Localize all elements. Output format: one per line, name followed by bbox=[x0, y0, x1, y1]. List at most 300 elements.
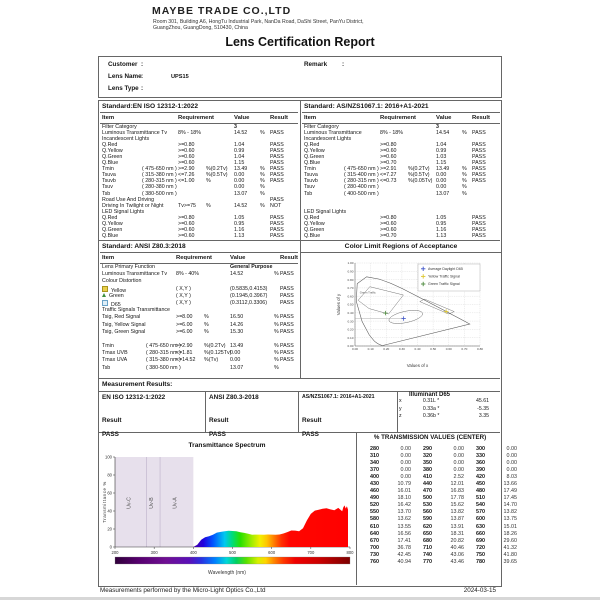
transmission-value: 0.00 bbox=[453, 453, 464, 460]
table-cell: 1.03 bbox=[436, 154, 447, 161]
table-cell bbox=[280, 365, 296, 372]
table-cell: Tsuv bbox=[102, 184, 113, 191]
table-cell bbox=[146, 278, 176, 285]
wavelength-value: 320 bbox=[423, 453, 432, 460]
table-cell bbox=[146, 322, 176, 329]
transmission-value: 13.82 bbox=[503, 509, 517, 516]
table-cell: Tmin bbox=[102, 166, 114, 173]
table-cell: 16.50 bbox=[230, 314, 244, 321]
table-cell: 1.04 bbox=[436, 142, 447, 149]
table-row bbox=[100, 329, 298, 336]
y-tick-label: 100 bbox=[105, 454, 112, 460]
table-cell: <=1.00 bbox=[178, 178, 195, 185]
transmission-value: 16.83 bbox=[450, 488, 464, 495]
table-cell: <=14.52 bbox=[176, 357, 196, 364]
transmission-value: 0.00 bbox=[506, 453, 517, 460]
table-cell: PASS bbox=[280, 271, 294, 278]
table-cell: 1.16 bbox=[234, 226, 245, 233]
wavelength-value: 510 bbox=[476, 495, 485, 502]
illuminant-value: 0.36 bbox=[422, 413, 433, 420]
table-cell: LED Signal Lights bbox=[304, 208, 347, 215]
table-cell: PASS bbox=[472, 142, 486, 149]
table-cell: >=0.60 bbox=[178, 220, 195, 227]
x-tick-label: 0.50 bbox=[430, 347, 437, 351]
x-tick-label: 200 bbox=[111, 550, 119, 555]
wavelength-value: 470 bbox=[423, 488, 432, 495]
table-cell bbox=[102, 336, 146, 343]
table-cell: Driving In Twilight or Night bbox=[102, 202, 164, 209]
column-header: Requirement bbox=[176, 255, 213, 261]
table-cell: ( 280-315 nm ) bbox=[142, 178, 177, 185]
table-cell: % bbox=[260, 178, 265, 185]
illuminant-box bbox=[399, 392, 499, 421]
table-cell bbox=[344, 233, 380, 239]
transmission-value: 0.00 bbox=[453, 446, 464, 452]
table-cell: PASS bbox=[270, 226, 284, 233]
wavelength-value: 780 bbox=[476, 558, 485, 565]
table-cell: 13.07 bbox=[230, 364, 244, 371]
table-cell: % bbox=[274, 350, 279, 357]
wavelength-value: 380 bbox=[423, 467, 432, 474]
illuminant-value: z bbox=[399, 413, 402, 420]
table-cell bbox=[204, 365, 230, 372]
table-cell: >=6.00 bbox=[176, 328, 193, 335]
column-header: Item bbox=[102, 255, 115, 261]
transmission-value: 20.82 bbox=[450, 537, 464, 544]
colon: : bbox=[141, 85, 144, 92]
table-cell: 3 bbox=[234, 124, 237, 130]
table-cell bbox=[204, 293, 230, 300]
wavelength-value: 740 bbox=[423, 551, 432, 558]
table-cell: %(0.2Tv) bbox=[204, 343, 226, 350]
table-cell: 1.15 bbox=[234, 160, 245, 167]
transmission-value: 18.26 bbox=[503, 530, 517, 537]
table-cell: Q.Yellow bbox=[304, 220, 325, 227]
table-cell: >=0.70 bbox=[380, 160, 397, 167]
wavelength-value: 650 bbox=[423, 530, 432, 537]
y-tick-label: 80 bbox=[107, 472, 112, 478]
table-cell: 1.16 bbox=[436, 226, 447, 233]
table-row bbox=[100, 286, 298, 293]
table-row bbox=[100, 300, 298, 307]
wavelength-value: 440 bbox=[423, 481, 432, 488]
green-region-label: Green Traffic bbox=[359, 290, 376, 295]
transmission-value: 10.79 bbox=[397, 481, 411, 488]
x-tick-label: 700 bbox=[307, 550, 315, 555]
table-cell: ( 280-380 nm ) bbox=[142, 184, 177, 191]
table-cell: PASS bbox=[472, 214, 486, 221]
table-cell: 14.52 bbox=[234, 130, 248, 137]
measurement-standard: AS/NZS1067.1: 2016+A1-2021 bbox=[302, 394, 375, 400]
table-cell: PASS bbox=[280, 328, 294, 335]
table-cell: % bbox=[462, 166, 467, 173]
table-cell: 14.54 bbox=[436, 130, 450, 137]
transmission-value: 16.01 bbox=[397, 488, 411, 495]
table-cell: >=0.60 bbox=[380, 226, 397, 233]
y-tick-label: 40 bbox=[107, 508, 112, 514]
x-axis-label: Values of x bbox=[406, 363, 429, 368]
wavelength-value: 730 bbox=[370, 551, 379, 558]
data-point-marker bbox=[383, 311, 387, 315]
illuminant-row bbox=[399, 413, 499, 421]
table-cell: PASS bbox=[270, 178, 284, 185]
table-cell: PASS bbox=[270, 130, 284, 137]
table-cell: % bbox=[260, 190, 265, 197]
table-row bbox=[100, 293, 298, 300]
transmission-value: 42.45 bbox=[397, 551, 411, 558]
transmission-value: 0.00 bbox=[400, 467, 411, 474]
table-cell: >=2.91 bbox=[380, 166, 397, 173]
column-header: Requirement bbox=[178, 115, 215, 121]
table-cell: >=0.60 bbox=[178, 148, 195, 155]
table-en-iso-12312 bbox=[100, 101, 298, 239]
table-cell bbox=[204, 271, 230, 278]
table-cell: % bbox=[274, 321, 279, 328]
y-tick-label: 0.50 bbox=[347, 302, 354, 307]
transmission-value: 13.82 bbox=[450, 509, 464, 516]
table-cell: 1.04 bbox=[234, 142, 245, 149]
y-axis-label: Transmittance % bbox=[102, 481, 107, 523]
table-cell: PASS bbox=[270, 172, 284, 179]
table-row bbox=[100, 336, 298, 343]
wavelength-value: 760 bbox=[370, 558, 379, 565]
table-cell: PASS bbox=[270, 232, 284, 239]
table-cell: PASS bbox=[270, 214, 284, 221]
table-cell bbox=[204, 307, 230, 314]
table-cell: PASS bbox=[280, 321, 294, 328]
table-cell bbox=[146, 336, 176, 343]
illuminant-value: a * bbox=[433, 405, 440, 412]
table-cell: Tsuva bbox=[304, 172, 318, 179]
wavelength-value: 420 bbox=[476, 474, 485, 481]
table-cell bbox=[146, 300, 176, 307]
wavelength-value: 570 bbox=[476, 509, 485, 516]
table-cell: % bbox=[204, 328, 209, 335]
table-row bbox=[100, 350, 298, 357]
table-cell: PASS bbox=[270, 154, 284, 161]
table-cell: 15.30 bbox=[230, 328, 244, 335]
uv-band-label: Uv-A bbox=[172, 497, 179, 509]
uv-band-label: Uv-C bbox=[126, 497, 133, 509]
table-cell: ( 475-650 nm ) bbox=[146, 343, 181, 350]
legend-label: Green Traffic Signal bbox=[428, 282, 460, 287]
table-cell: Tsb bbox=[102, 364, 111, 371]
table-cell: >=2.90 bbox=[176, 343, 193, 350]
illuminant-row bbox=[399, 406, 499, 414]
divider bbox=[356, 432, 357, 585]
table-cell: Filter Category bbox=[102, 124, 137, 130]
table-cell: <=0.73 bbox=[380, 178, 397, 185]
table-cell: % bbox=[274, 328, 279, 335]
table-cell: PASS bbox=[280, 292, 294, 299]
table-cell: Q.Blue bbox=[304, 232, 321, 239]
table-cell: ( 280-315 nm ) bbox=[344, 178, 379, 185]
table-cell: PASS bbox=[472, 154, 486, 161]
table-cell: ( 475-650 nm ) bbox=[142, 166, 177, 173]
table-cell bbox=[176, 365, 204, 372]
wavelength-value: 550 bbox=[370, 509, 379, 516]
table-cell: % bbox=[274, 343, 279, 350]
table-cell: ( 380-500 nm ) bbox=[146, 364, 181, 371]
table-cell: 0.00 bbox=[234, 172, 245, 179]
wavelength-value: 600 bbox=[476, 516, 485, 523]
table-cell: % bbox=[274, 357, 279, 364]
table-cell: Tsig, Green Signal bbox=[102, 328, 146, 335]
table-cell: 0.99 bbox=[436, 148, 447, 155]
table-cell bbox=[176, 264, 204, 271]
wavelength-value: 430 bbox=[370, 481, 379, 488]
table-cell: Tsuvb bbox=[304, 178, 318, 185]
table-title: Standard: ANSI Z80.3:2018 bbox=[100, 241, 298, 253]
lens-name-label: Lens Name bbox=[108, 73, 142, 80]
chromaticity-title: Color Limit Regions of Acceptance bbox=[301, 241, 501, 253]
transmission-value: 0.00 bbox=[506, 460, 517, 467]
table-cell: Road Use And Driving bbox=[102, 196, 155, 203]
transmission-value: 13.62 bbox=[397, 516, 411, 523]
table-cell: PASS bbox=[472, 220, 486, 227]
table-cell: Q.Yellow bbox=[304, 148, 325, 155]
table-cell: ( 315-400 nm ) bbox=[344, 172, 379, 179]
transmission-value: 0.00 bbox=[453, 467, 464, 474]
illuminant-values bbox=[399, 398, 499, 421]
remark-label: Remark bbox=[304, 61, 328, 68]
x-tick-label: 0.70 bbox=[461, 347, 468, 351]
column-header: Value bbox=[234, 115, 250, 121]
transmission-value: 15.62 bbox=[450, 502, 464, 509]
table-cell: 8% - 18% bbox=[380, 130, 403, 137]
wavelength-colorbar bbox=[115, 557, 350, 564]
table-cell: % bbox=[274, 314, 279, 321]
table-title: Standard:EN ISO 12312-1:2022 bbox=[100, 101, 298, 113]
table-cell bbox=[146, 293, 176, 300]
table-cell: 0.99 bbox=[234, 148, 245, 155]
table-cell: 13.49 bbox=[436, 166, 450, 173]
wavelength-value: 590 bbox=[423, 516, 432, 523]
table-as-nzs-1067 bbox=[302, 101, 500, 239]
wavelength-value: 340 bbox=[370, 460, 379, 467]
table-cell: Q.Yellow bbox=[102, 148, 123, 155]
footer-lab-note: Measurements performed by the Micro-Light Optics Co.,Ltd bbox=[100, 587, 266, 594]
table-cell: 8% - 18% bbox=[178, 130, 201, 137]
table-cell bbox=[204, 286, 230, 293]
table-cell bbox=[204, 278, 230, 285]
table-cell: %(0.2Tv) bbox=[206, 166, 228, 173]
transmission-value: 13.91 bbox=[450, 523, 464, 530]
colon: : bbox=[141, 73, 144, 80]
transmission-value: 13.87 bbox=[450, 516, 464, 523]
table-cell bbox=[142, 233, 178, 239]
table-row bbox=[100, 343, 298, 350]
wavelength-value: 750 bbox=[476, 551, 485, 558]
table-cell: %(0.2Tv) bbox=[408, 166, 430, 173]
table-cell: Luminous Transmittance Tv bbox=[102, 130, 167, 137]
illuminant-title: Illuminant D65 bbox=[409, 392, 451, 398]
transmission-value: 43.46 bbox=[450, 558, 464, 565]
table-cell bbox=[280, 278, 296, 285]
table-cell: PASS bbox=[472, 130, 486, 137]
wavelength-value: 480 bbox=[476, 488, 485, 495]
transmission-value: 39.65 bbox=[503, 558, 517, 565]
transmission-value: 13.55 bbox=[397, 523, 411, 530]
transmission-value: 0.00 bbox=[506, 446, 517, 452]
column-header: Value bbox=[230, 255, 246, 261]
table-cell: 14.26 bbox=[230, 321, 244, 328]
x-tick-label: 0.30 bbox=[398, 347, 405, 351]
transmission-value: 17.45 bbox=[503, 495, 517, 502]
transmission-value: 36.78 bbox=[397, 544, 411, 551]
table-cell bbox=[230, 307, 274, 314]
wavelength-value: 640 bbox=[370, 530, 379, 537]
table-cell bbox=[260, 233, 270, 239]
transmission-value: 41.32 bbox=[503, 544, 517, 551]
table-cell: PASS bbox=[472, 148, 486, 155]
table-cell: ( 475-650 nm ) bbox=[344, 166, 379, 173]
table-cell: ( 380-500 nm ) bbox=[142, 190, 177, 197]
wavelength-value: 690 bbox=[476, 537, 485, 544]
footer-date: 2024-03-15 bbox=[463, 587, 496, 594]
table-cell: <=7.26 bbox=[178, 172, 195, 179]
table-cell bbox=[230, 278, 274, 285]
table-cell: % bbox=[204, 321, 209, 328]
table-cell: >=0.80 bbox=[380, 214, 397, 221]
x-tick-label: 300 bbox=[150, 550, 158, 555]
table-cell: % bbox=[206, 178, 211, 185]
table-cell: (0.3112,0.3306) bbox=[230, 299, 268, 306]
table-cell: Green bbox=[102, 293, 146, 300]
table-cell: 0.00 bbox=[436, 184, 447, 191]
table-cell: ( X,Y ) bbox=[176, 292, 191, 299]
data-point-marker bbox=[444, 309, 448, 313]
table-cell: 0.00 bbox=[436, 178, 447, 185]
table-cell: 0.95 bbox=[436, 220, 447, 227]
table-cell: ( 400-500 nm ) bbox=[344, 190, 379, 197]
x-tick-label: 800 bbox=[346, 550, 354, 555]
table-cell: Tsuv bbox=[304, 184, 315, 191]
table-cell: PASS bbox=[472, 232, 486, 239]
transmission-value: 29.60 bbox=[503, 537, 517, 544]
transmission-value: 0.00 bbox=[506, 467, 517, 474]
table-cell: 0.95 bbox=[234, 220, 245, 227]
table-cell bbox=[280, 307, 296, 314]
table-cell bbox=[204, 264, 230, 271]
y-tick-label: 60 bbox=[107, 490, 112, 496]
table-cell: (0.5835,0.4153) bbox=[230, 285, 268, 292]
table-cell bbox=[204, 300, 230, 307]
table-cell: % bbox=[462, 130, 467, 137]
wavelength-value: 490 bbox=[370, 495, 379, 502]
table-cell: %(Tv) bbox=[204, 357, 219, 364]
spectrum-area bbox=[193, 505, 348, 547]
transmission-value: 43.06 bbox=[450, 551, 464, 558]
wavelength-value: 670 bbox=[370, 537, 379, 544]
transmission-value: 15.01 bbox=[503, 523, 517, 530]
transmission-value: 13.70 bbox=[397, 509, 411, 516]
table-cell: 13.49 bbox=[230, 343, 244, 350]
wavelength-value: 610 bbox=[370, 523, 379, 530]
x-tick-label: 0.20 bbox=[383, 347, 390, 351]
wavelength-value: 410 bbox=[423, 474, 432, 481]
table-cell: Q.Blue bbox=[102, 232, 119, 239]
table-cell: ( 280-315 nm ) bbox=[146, 350, 181, 357]
table-cell: Incandescent Lights bbox=[102, 136, 150, 143]
transmission-value: 41.80 bbox=[503, 551, 517, 558]
table-cell: Filter Category bbox=[304, 124, 339, 130]
table-cell: ( 315-380 nm ) bbox=[142, 172, 177, 179]
y-tick-label: 0.40 bbox=[347, 311, 354, 315]
x-tick-label: 0.80 bbox=[476, 347, 484, 351]
column-header: Value bbox=[436, 115, 452, 121]
wavelength-value: 390 bbox=[476, 467, 485, 474]
table-cell: 1.05 bbox=[234, 214, 245, 221]
x-tick-label: 0.10 bbox=[367, 347, 374, 351]
table-cell bbox=[146, 271, 176, 278]
table-cell: PASS bbox=[472, 178, 486, 185]
wavelength-value: 580 bbox=[370, 516, 379, 523]
table-cell: %(0.5Tv) bbox=[408, 172, 430, 179]
colon: : bbox=[141, 61, 144, 68]
table-cell: Q.Red bbox=[102, 142, 118, 149]
table-cell: % bbox=[260, 130, 265, 137]
column-header: Item bbox=[102, 115, 115, 121]
divider bbox=[298, 391, 299, 432]
table-cell: Incandescent Lights bbox=[304, 136, 352, 143]
table-cell: Tsuvb bbox=[102, 178, 116, 185]
transmission-value: 17.41 bbox=[397, 537, 411, 544]
illuminant-value: 0.33 bbox=[422, 405, 433, 412]
transmission-value: 0.00 bbox=[400, 453, 411, 460]
table-cell: 0.00 bbox=[436, 172, 447, 179]
transmission-value: 12.01 bbox=[450, 481, 464, 488]
measurement-results-title: Measurement Results: bbox=[102, 381, 173, 388]
table-cell: PASS bbox=[280, 343, 294, 350]
transmission-value: 18.10 bbox=[397, 495, 411, 502]
illuminant-value: 0.31 bbox=[422, 398, 433, 404]
table-row bbox=[100, 271, 298, 278]
table-cell: ( X,Y ) bbox=[176, 285, 191, 292]
transmission-value: 16.56 bbox=[397, 530, 411, 537]
wavelength-value: 680 bbox=[423, 537, 432, 544]
table-cell: >=0.60 bbox=[178, 154, 195, 161]
transmission-value: 2.52 bbox=[453, 474, 464, 481]
transmission-value: 13.75 bbox=[503, 516, 517, 523]
illuminant-value: x bbox=[399, 398, 402, 404]
measurement-standard: EN ISO 12312-1:2022 bbox=[102, 394, 166, 401]
table-cell: % bbox=[206, 202, 211, 209]
table-cell: % bbox=[260, 202, 265, 209]
table-cell: NOT bbox=[270, 202, 282, 209]
transmission-value: 0.00 bbox=[400, 474, 411, 481]
wavelength-value: 560 bbox=[423, 509, 432, 516]
company-name: MAYBE TRADE CO.,LTD bbox=[152, 5, 292, 17]
table-cell bbox=[280, 264, 296, 271]
wavelength-value: 530 bbox=[423, 502, 432, 509]
y-tick-label: 0.90 bbox=[347, 269, 354, 274]
wavelength-value: 630 bbox=[476, 523, 485, 530]
wavelength-value: 700 bbox=[370, 544, 379, 551]
measurement-result: PASS bbox=[209, 431, 226, 438]
table-cell: >=8.00 bbox=[176, 314, 193, 321]
transmission-value: 0.00 bbox=[453, 460, 464, 467]
table-cell: % bbox=[462, 178, 467, 185]
table-header bbox=[100, 253, 298, 264]
transmission-values-table bbox=[363, 446, 517, 566]
table-cell: Q.Blue bbox=[304, 160, 321, 167]
table-cell: 1.05 bbox=[436, 214, 447, 221]
wavelength-value: 540 bbox=[476, 502, 485, 509]
measurement-result: Result bbox=[102, 417, 122, 424]
table-cell: PASS bbox=[472, 172, 486, 179]
table-cell: 14.52 bbox=[234, 202, 248, 209]
